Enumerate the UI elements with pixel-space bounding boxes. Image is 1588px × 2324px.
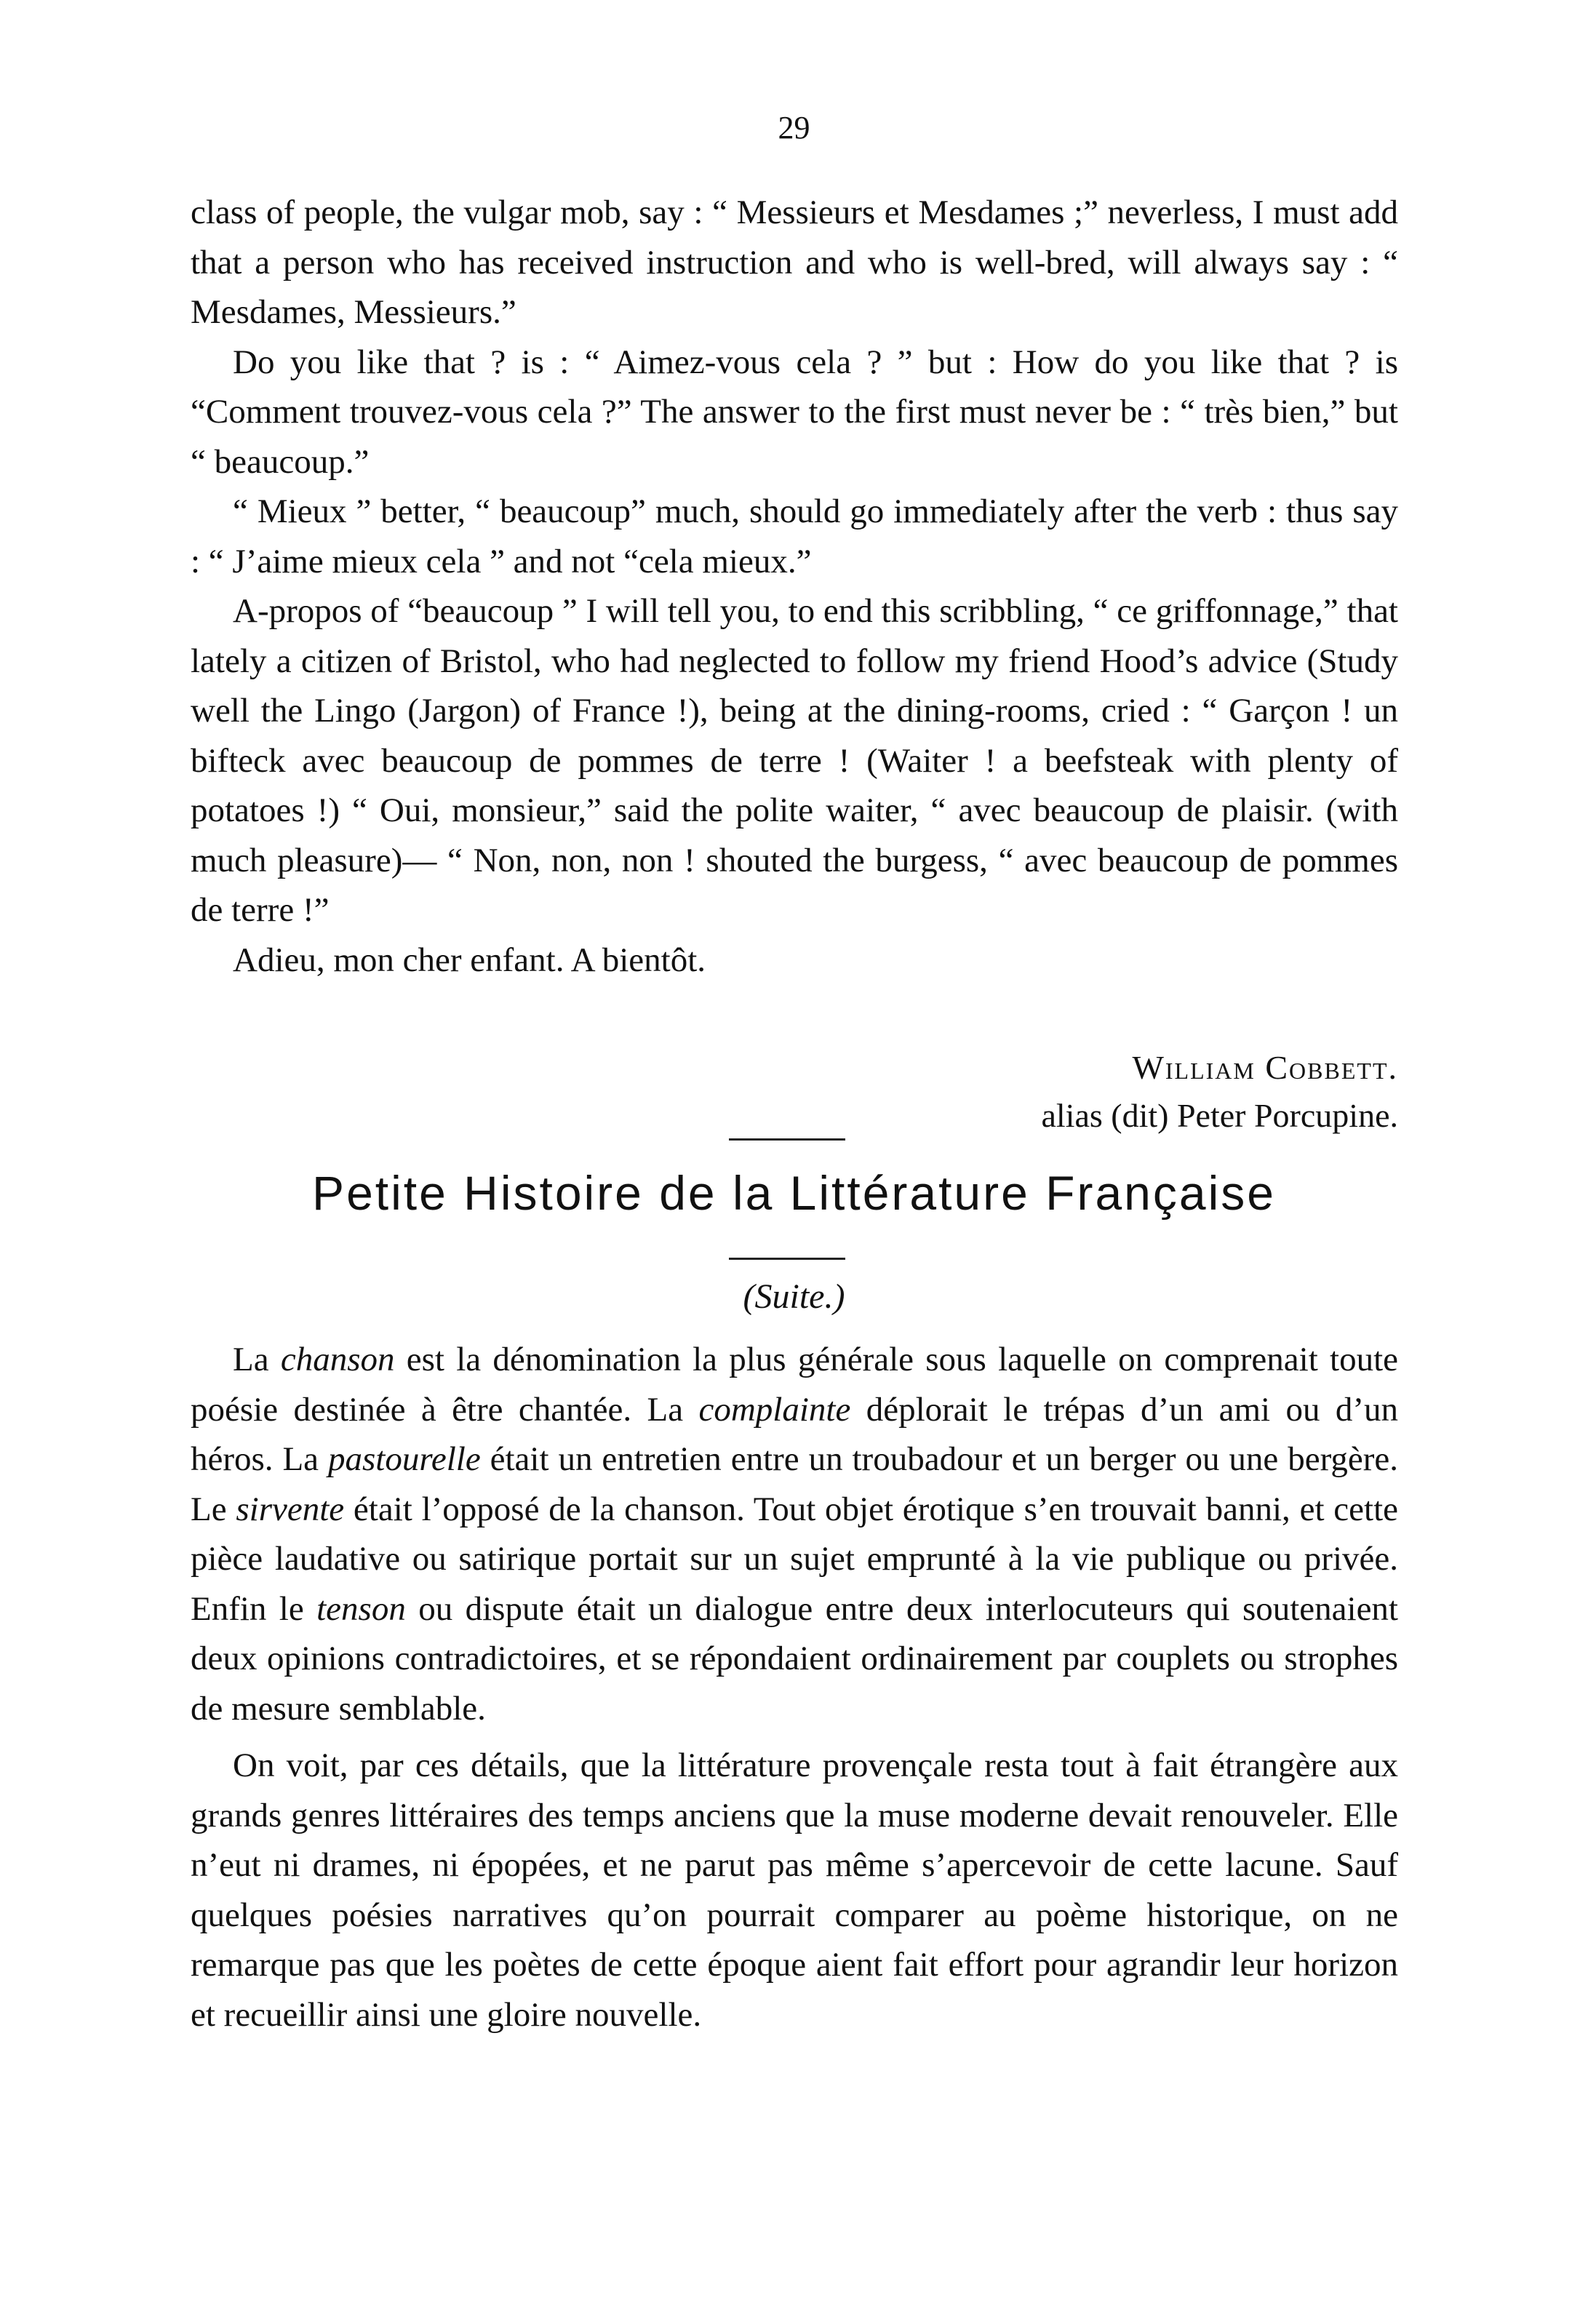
text-run: était un entretien entre un troubadour et un berger ou une bergère. Le [191, 1440, 1399, 1528]
term-pastourelle: pastourelle [327, 1440, 481, 1478]
term-chanson: chanson [280, 1341, 395, 1378]
term-tenson: tenson [316, 1589, 406, 1628]
text-run: déplorait le trépas d’un ami ou d’un héros. La [191, 1390, 1398, 1478]
signature-alias: alias (dit) Peter Porcupine. [1041, 1097, 1398, 1134]
signature-block [1041, 1044, 1398, 1140]
letter-paragraph-4: A-propos of “beaucoup ” I will tell you, to end this scribbling, “ ce griffonnage,” that lately a citizen of Bristol, who had neglected to follow my friend Hood’s advice (Study well the Lingo (Jargon) of France !), being at the dining-rooms, cried : “ Garçon ! un bifteck avec beaucoup de pommes de terre ! (Waiter ! a beefsteak with plenty of potatoes !) “ Oui, monsieur,” said the polite waiter, “ avec beaucoup de plaisir. (with much pleasure)— “ Non, non, non ! shouted the burgess, “ avec beaucoup de pommes de terre !” [191, 592, 1398, 929]
page-number: 29 [778, 110, 810, 145]
letter-text [191, 188, 1398, 985]
text-run: était l’opposé de la chanson. Tout objet érotique s’en trouvait banni, et cette pièce laudative ou satirique portait sur un sujet emprunté à la vie publique ou privée. Enfin le [191, 1490, 1398, 1628]
text-run: La [233, 1341, 281, 1378]
text-run: est la dénomination la plus générale sous laquelle on comprenait toute poésie destinée à être chantée. La [191, 1341, 1398, 1429]
section-divider-top [729, 1138, 845, 1141]
term-sirvente: sirvente [236, 1490, 345, 1528]
section-subtitle: (Suite.) [743, 1277, 845, 1316]
letter-paragraph-2: Do you like that ? is : “ Aimez-vous cela ? ” but : How do you like that ? is “Comment trouvez-vous cela ?” The answer to the first must never be : “ très bien,” but “ beaucoup.” [191, 343, 1398, 481]
section-divider-bottom [729, 1258, 845, 1260]
section-title: Petite Histoire de la Littérature Française [312, 1166, 1276, 1220]
signature-name: William Cobbett. [1132, 1049, 1398, 1086]
letter-paragraph-3: “ Mieux ” better, “ beaucoup” much, should go immediately after the verb : thus say : “ J’aime mieux cela ” and not “cela mieux.” [191, 492, 1398, 580]
text-run: ou dispute était un dialogue entre deux interlocuteurs qui soutenaient deux opinions contradictoires, et se répondaient ordinairement par couplets ou strophes de mesure semblable. [191, 1589, 1398, 1728]
letter-paragraph-1: class of people, the vulgar mob, say : “ Messieurs et Mesdames ;” neverless, I must add that a person who has received instruction and who is well-bred, will always say : “ Mesdames, Messieurs.” [191, 193, 1398, 331]
section-body [191, 1335, 1398, 2040]
section-paragraph-1 [191, 1335, 1398, 1733]
term-complainte: complainte [698, 1390, 851, 1429]
section-paragraph-2: On voit, par ces détails, que la littérature provençale resta tout à fait étrangère aux grands genres littéraires des temps anciens que la muse moderne devait renouveler. Elle n’eut ni drames, ni épopées, et ne parut pas même s’apercevoir de cette lacune. Sauf quelques poésies narratives qu’on pourrait comparer au poème historique, on ne remarque pas que les poètes de cette époque aient fait effort pour agrandir leur horizon et recueillir ainsi une gloire nouvelle. [191, 1746, 1398, 2034]
letter-closing: Adieu, mon cher enfant. A bientôt. [233, 941, 706, 979]
